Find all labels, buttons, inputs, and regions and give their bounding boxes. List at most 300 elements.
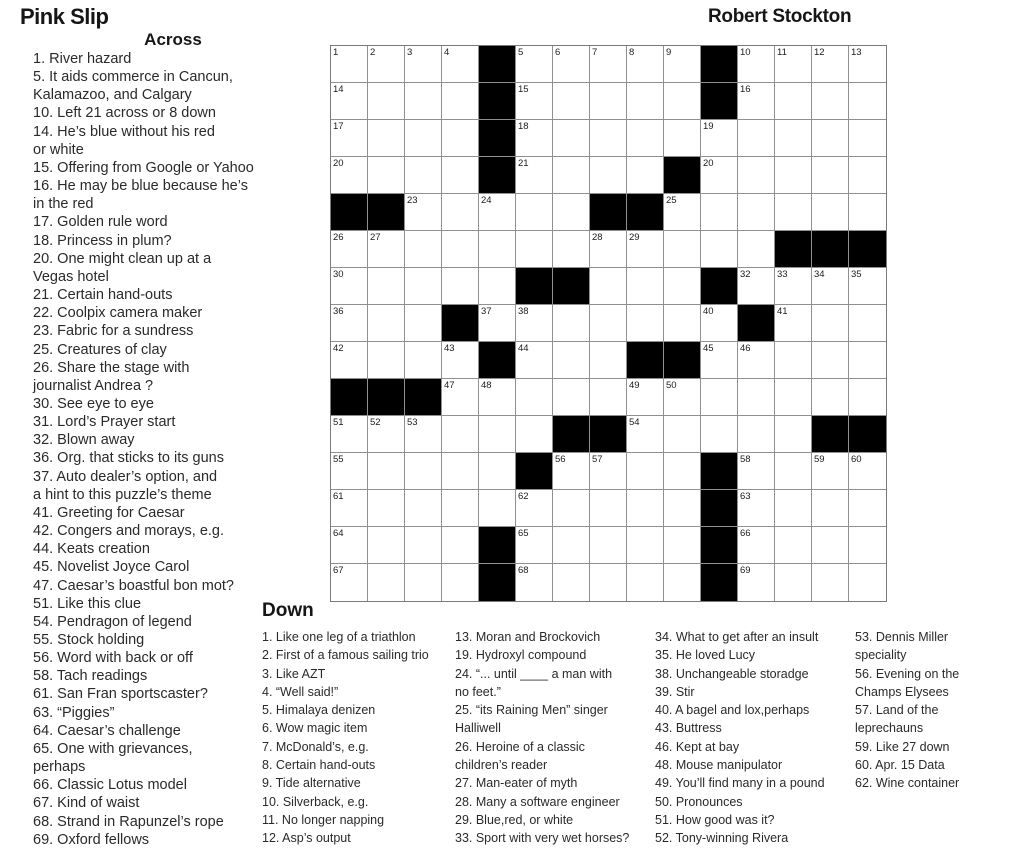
clue-line: speciality [855,648,907,663]
grid-cell[interactable] [812,157,849,194]
grid-cell[interactable] [516,305,553,342]
grid-cell[interactable] [812,194,849,231]
cell-number: 34 [814,269,825,280]
grid-cell[interactable] [405,453,442,490]
grid-cell[interactable] [849,46,886,83]
clue-line: Vegas hotel [33,268,109,285]
grid-cell-black [627,342,664,379]
grid-cell[interactable] [331,231,368,268]
grid-cell[interactable] [516,83,553,120]
grid-cell[interactable] [664,46,701,83]
grid-cell[interactable] [775,157,812,194]
grid-cell[interactable] [516,46,553,83]
grid-cell[interactable] [405,342,442,379]
grid-cell[interactable] [442,416,479,453]
cell-number: 43 [444,343,455,354]
grid-cell[interactable] [516,342,553,379]
grid-cell[interactable] [627,416,664,453]
grid-cell[interactable] [442,157,479,194]
cell-number: 69 [740,565,751,576]
cell-number: 63 [740,491,751,502]
clue-line: 9. Tide alternative [262,776,361,791]
grid-cell[interactable] [849,564,886,601]
grid-cell[interactable] [812,305,849,342]
clue-line: 15. Offering from Google or Yahoo [33,159,254,176]
grid-cell[interactable] [516,157,553,194]
grid-cell[interactable] [553,83,590,120]
cell-number: 59 [814,454,825,465]
grid-cell[interactable] [627,453,664,490]
grid-cell[interactable] [479,231,516,268]
grid-cell[interactable] [442,194,479,231]
grid-cell[interactable] [775,416,812,453]
grid-cell-black [479,120,516,157]
across-heading: Across [144,30,202,49]
grid-cell[interactable] [701,379,738,416]
grid-cell[interactable] [479,453,516,490]
clue-line: 27. Man-eater of myth [455,776,578,791]
grid-cell[interactable] [738,157,775,194]
crossword-grid [330,45,887,602]
clue-line: journalist Andrea ? [33,377,154,394]
grid-cell[interactable] [627,231,664,268]
grid-cell[interactable] [812,46,849,83]
grid-cell[interactable] [368,305,405,342]
cell-number: 32 [740,269,751,280]
clue-line: 7. McDonald’s, e.g. [262,739,369,754]
grid-cell[interactable] [738,379,775,416]
grid-cell-black [479,83,516,120]
grid-cell[interactable] [627,305,664,342]
grid-cell[interactable] [664,379,701,416]
grid-cell[interactable] [590,231,627,268]
grid-cell[interactable] [331,83,368,120]
grid-cell-black [442,305,479,342]
cell-number: 65 [518,528,529,539]
grid-cell[interactable] [442,564,479,601]
grid-cell[interactable] [368,453,405,490]
grid-cell-black [590,416,627,453]
grid-cell[interactable] [775,305,812,342]
grid-cell[interactable] [701,416,738,453]
grid-cell[interactable] [664,194,701,231]
grid-cell[interactable] [627,490,664,527]
clue-line: 22. Coolpix camera maker [33,305,203,322]
grid-cell[interactable] [738,83,775,120]
clue-line: Halliwell [455,721,501,736]
grid-cell[interactable] [368,416,405,453]
grid-cell[interactable] [849,157,886,194]
clue-line: Kalamazoo, and Calgary [33,87,192,104]
cell-number: 54 [629,417,640,428]
grid-cell[interactable] [405,490,442,527]
grid-cell-black [701,453,738,490]
clue-line: or white [33,141,84,158]
grid-cell[interactable] [331,453,368,490]
cell-number: 12 [814,47,825,58]
grid-cell[interactable] [775,194,812,231]
grid-cell[interactable] [738,194,775,231]
grid-cell[interactable] [590,46,627,83]
cell-number: 10 [740,47,751,58]
cell-number: 16 [740,84,751,95]
grid-cell[interactable] [331,268,368,305]
clue-line: 44. Keats creation [33,541,150,558]
grid-cell[interactable] [442,231,479,268]
clue-line: 2. First of a famous sailing trio [262,648,429,663]
cell-number: 6 [555,47,561,58]
grid-cell[interactable] [442,379,479,416]
grid-cell[interactable] [812,379,849,416]
grid-cell[interactable] [849,453,886,490]
grid-cell[interactable] [553,342,590,379]
clue-line: 42. Congers and morays, e.g. [33,523,225,540]
grid-cell[interactable] [775,379,812,416]
clue-line: 48. Mouse manipulator [655,758,783,773]
grid-cell[interactable] [442,46,479,83]
clue-line: no feet.” [455,684,501,699]
grid-cell-black [627,194,664,231]
cell-number: 19 [703,121,714,132]
grid-cell[interactable] [553,490,590,527]
cell-number: 45 [703,343,714,354]
grid-cell[interactable] [738,120,775,157]
grid-cell[interactable] [442,527,479,564]
grid-cell[interactable] [368,157,405,194]
grid-cell[interactable] [775,83,812,120]
grid-cell[interactable] [553,194,590,231]
grid-cell[interactable] [701,120,738,157]
grid-cell[interactable] [479,194,516,231]
grid-cell[interactable] [516,416,553,453]
grid-cell[interactable] [368,527,405,564]
grid-cell[interactable] [516,231,553,268]
clue-line: 5. It aids commerce in Cancun, [33,69,233,86]
clue-line: 56. Word with back or off [33,650,193,667]
cell-number: 49 [629,380,640,391]
grid-cell[interactable] [849,83,886,120]
grid-cell[interactable] [331,342,368,379]
grid-cell[interactable] [405,268,442,305]
cell-number: 2 [370,47,376,58]
grid-cell[interactable] [553,527,590,564]
cell-number: 55 [333,454,344,465]
grid-cell[interactable] [405,231,442,268]
grid-cell[interactable] [442,268,479,305]
grid-cell[interactable] [331,46,368,83]
grid-cell[interactable] [627,157,664,194]
grid-cell[interactable] [590,342,627,379]
clue-line: 3. Like AZT [262,666,326,681]
grid-cell[interactable] [590,120,627,157]
clue-line: 56. Evening on the [855,666,960,681]
grid-cell[interactable] [849,527,886,564]
clue-line: 40. A bagel and lox,perhaps [655,703,810,718]
grid-cell[interactable] [553,231,590,268]
grid-cell[interactable] [331,157,368,194]
cell-number: 29 [629,232,640,243]
grid-cell[interactable] [738,268,775,305]
grid-cell[interactable] [479,305,516,342]
grid-cell[interactable] [405,46,442,83]
grid-cell[interactable] [553,453,590,490]
grid-cell[interactable] [775,453,812,490]
grid-cell[interactable] [368,46,405,83]
puzzle-author: Robert Stockton [708,6,852,27]
grid-cell[interactable] [553,379,590,416]
clue-line: 11. No longer napping [262,812,385,827]
grid-cell[interactable] [590,527,627,564]
cell-number: 68 [518,565,529,576]
clue-line: 57. Land of the [855,703,939,718]
grid-cell[interactable] [479,379,516,416]
grid-cell[interactable] [664,268,701,305]
grid-cell[interactable] [812,83,849,120]
grid-cell[interactable] [405,305,442,342]
grid-cell[interactable] [590,157,627,194]
grid-cell[interactable] [664,564,701,601]
grid-cell[interactable] [442,453,479,490]
cell-number: 17 [333,121,344,132]
clue-line: leprechauns [855,721,924,736]
grid-cell[interactable] [701,342,738,379]
clue-line: 39. Stir [655,684,695,699]
grid-cell[interactable] [775,120,812,157]
cell-number: 60 [851,454,862,465]
grid-cell[interactable] [775,527,812,564]
clue-line: 60. Apr. 15 Data [855,758,945,773]
cell-number: 62 [518,491,529,502]
grid-cell[interactable] [701,157,738,194]
clue-line: 47. Caesar’s boastful bon mot? [33,577,234,594]
clue-line: 54. Pendragon of legend [33,613,192,630]
grid-cell[interactable] [331,490,368,527]
cell-number: 64 [333,528,344,539]
grid-cell[interactable] [442,120,479,157]
clue-line: 14. He’s blue without his red [33,123,215,140]
grid-cell[interactable] [516,490,553,527]
grid-cell[interactable] [849,305,886,342]
grid-cell[interactable] [738,46,775,83]
cell-number: 4 [444,47,450,58]
grid-cell[interactable] [627,268,664,305]
grid-cell[interactable] [590,564,627,601]
grid-cell[interactable] [479,268,516,305]
grid-cell[interactable] [664,120,701,157]
grid-cell[interactable] [775,268,812,305]
clue-line: 30. See eye to eye [33,395,154,412]
grid-cell[interactable] [775,342,812,379]
clue-line: 29. Blue,red, or white [455,812,574,827]
clue-line: 10. Left 21 across or 8 down [33,105,216,122]
grid-cell[interactable] [812,268,849,305]
grid-cell[interactable] [627,120,664,157]
cell-number: 41 [777,306,788,317]
grid-cell-black [479,564,516,601]
grid-cell[interactable] [516,564,553,601]
grid-cell[interactable] [812,453,849,490]
cell-number: 18 [518,121,529,132]
grid-cell-black [738,305,775,342]
grid-cell[interactable] [590,379,627,416]
grid-cell[interactable] [812,564,849,601]
grid-cell[interactable] [368,231,405,268]
grid-cell[interactable] [849,194,886,231]
grid-cell[interactable] [516,120,553,157]
clue-line: 17. Golden rule word [33,214,168,231]
grid-cell[interactable] [664,416,701,453]
grid-cell[interactable] [627,379,664,416]
grid-cell-black [368,194,405,231]
grid-cell[interactable] [627,527,664,564]
grid-cell[interactable] [405,527,442,564]
grid-cell[interactable] [627,83,664,120]
grid-cell[interactable] [553,46,590,83]
clue-line: 4. “Well said!” [262,684,339,699]
grid-cell[interactable] [479,416,516,453]
grid-cell[interactable] [738,342,775,379]
cell-number: 40 [703,306,714,317]
cell-number: 35 [851,269,862,280]
grid-cell[interactable] [553,157,590,194]
grid-cell[interactable] [664,527,701,564]
cell-number: 9 [666,47,672,58]
grid-cell[interactable] [405,564,442,601]
grid-cell[interactable] [664,453,701,490]
grid-cell[interactable] [405,83,442,120]
grid-cell[interactable] [664,305,701,342]
clue-line: 36. Org. that sticks to its guns [33,450,224,467]
grid-cell[interactable] [442,490,479,527]
clue-line: 5. Himalaya denizen [262,703,376,718]
cell-number: 51 [333,417,344,428]
grid-cell[interactable] [701,305,738,342]
cell-number: 48 [481,380,492,391]
grid-cell[interactable] [664,490,701,527]
grid-cell[interactable] [775,564,812,601]
cell-number: 21 [518,158,529,169]
cell-number: 20 [703,158,714,169]
grid-cell-black [664,342,701,379]
grid-cell[interactable] [590,305,627,342]
grid-cell[interactable] [775,490,812,527]
grid-cell[interactable] [405,157,442,194]
grid-cell[interactable] [516,527,553,564]
clue-line: 26. Share the stage with [33,359,190,376]
cell-number: 44 [518,343,529,354]
cell-number: 33 [777,269,788,280]
grid-cell[interactable] [812,342,849,379]
cell-number: 8 [629,47,635,58]
grid-cell[interactable] [812,120,849,157]
grid-cell[interactable] [516,379,553,416]
grid-cell[interactable] [590,453,627,490]
grid-cell[interactable] [738,490,775,527]
grid-cell[interactable] [812,527,849,564]
grid-cell[interactable] [738,231,775,268]
grid-cell-black [701,527,738,564]
grid-cell[interactable] [738,564,775,601]
grid-cell[interactable] [516,194,553,231]
clue-line: 52. Tony-winning Rivera [655,831,789,846]
grid-cell[interactable] [701,231,738,268]
grid-cell[interactable] [738,527,775,564]
clue-line: 51. Like this clue [33,595,142,612]
cell-number: 36 [333,306,344,317]
grid-cell[interactable] [368,564,405,601]
grid-cell[interactable] [368,83,405,120]
grid-cell[interactable] [553,564,590,601]
grid-cell[interactable] [368,490,405,527]
grid-cell[interactable] [701,194,738,231]
grid-cell[interactable] [553,120,590,157]
grid-cell[interactable] [738,416,775,453]
grid-cell[interactable] [849,268,886,305]
clue-line: 18. Princess in plum? [33,232,172,249]
puzzle-title: Pink Slip [20,4,109,29]
clue-line: 41. Greeting for Caesar [33,504,185,521]
grid-cell[interactable] [590,268,627,305]
grid-cell-black [516,268,553,305]
grid-cell[interactable] [738,453,775,490]
grid-cell[interactable] [368,120,405,157]
grid-cell[interactable] [849,120,886,157]
grid-cell-black [479,46,516,83]
clue-line: 28. Many a software engineer [455,794,620,809]
grid-cell[interactable] [590,83,627,120]
clue-line: in the red [33,196,94,213]
grid-cell[interactable] [849,379,886,416]
grid-cell[interactable] [849,490,886,527]
grid-cell[interactable] [812,490,849,527]
grid-cell[interactable] [442,342,479,379]
down-clues-column-4 [855,628,959,793]
cell-number: 56 [555,454,566,465]
grid-cell-black [701,490,738,527]
grid-cell[interactable] [405,120,442,157]
grid-cell[interactable] [331,564,368,601]
grid-cell[interactable] [331,527,368,564]
clue-line: 69. Oxford fellows [33,831,150,848]
clue-line: 61. San Fran sportscaster? [33,686,208,703]
clue-line: 10. Silverback, e.g. [262,794,369,809]
grid-cell[interactable] [405,194,442,231]
grid-cell[interactable] [368,342,405,379]
grid-cell[interactable] [331,305,368,342]
grid-cell[interactable] [775,46,812,83]
clue-line: 34. What to get after an insult [655,630,819,644]
grid-cell[interactable] [664,83,701,120]
clue-line: Champs Elysees [855,684,949,699]
grid-cell[interactable] [331,416,368,453]
cell-number: 37 [481,306,492,317]
grid-cell[interactable] [442,83,479,120]
grid-cell[interactable] [664,231,701,268]
grid-cell-black [553,268,590,305]
grid-cell[interactable] [368,268,405,305]
grid-cell[interactable] [479,490,516,527]
cell-number: 20 [333,158,344,169]
grid-cell[interactable] [849,342,886,379]
grid-cell[interactable] [331,120,368,157]
grid-cell[interactable] [627,564,664,601]
clue-line: 16. He may be blue because he’s [33,178,248,195]
grid-cell[interactable] [405,416,442,453]
cell-number: 23 [407,195,418,206]
grid-cell[interactable] [590,490,627,527]
grid-cell[interactable] [627,46,664,83]
grid-cell[interactable] [553,305,590,342]
